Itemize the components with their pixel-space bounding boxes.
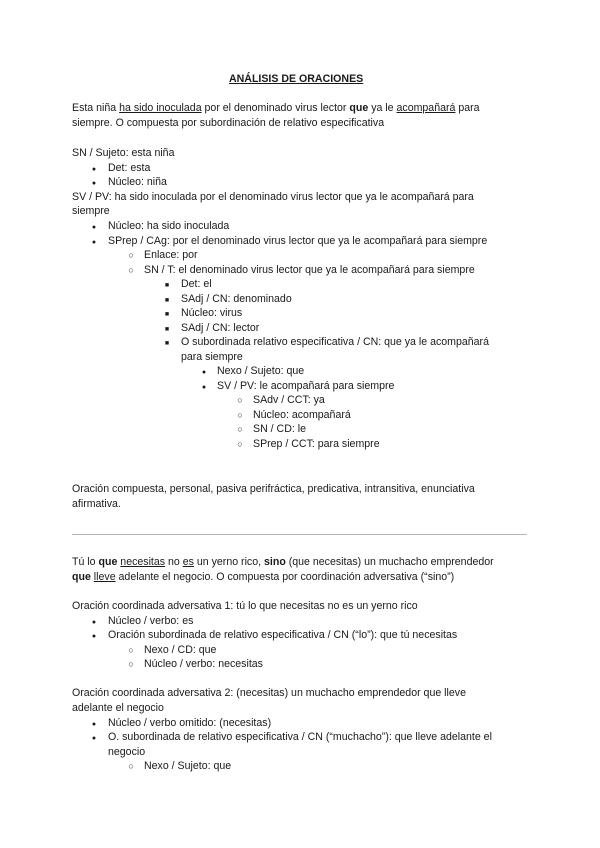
list-item: Núcleo / verbo omitido: (necesitas) (108, 717, 272, 729)
list-item: Núcleo: acompañará (253, 409, 351, 421)
list-item: Nexo / Sujeto: que (144, 760, 232, 772)
conclusion-1-cont: afirmativa. (72, 498, 121, 510)
sentence-1-cont: siempre. O compuesta por subordinación de relativo especificativa (72, 117, 385, 129)
list-item: SN / T: el denominado virus lector que ya le acompañará para siempre (144, 264, 475, 276)
bullet-circle-icon (235, 422, 245, 437)
horizontal-divider (72, 534, 527, 535)
list-item: Núcleo: niña (108, 176, 167, 188)
list-item: O. subordinada de relativo especificativa / CN (“muchacho”): que lleve adelante el (108, 731, 492, 743)
list-item: SV / PV: le acompañará para siempre (217, 380, 395, 392)
list-item: SN / CD: le (253, 423, 306, 435)
list-item: SAdj / CN: lector (181, 322, 260, 334)
list-item-cont: negocio (108, 746, 146, 758)
bullet-circle-icon (126, 263, 136, 278)
coordinada-2: Oración coordinada adversativa 2: (necesitas) un muchacho emprendedor que lleve (72, 687, 466, 699)
list-item: Núcleo: ha sido inoculada (108, 220, 230, 232)
list-item: Enlace: por (144, 249, 198, 261)
bullet-circle-icon (235, 437, 245, 452)
bullet-circle-icon (235, 408, 245, 423)
list-item-cont: para siempre (181, 351, 243, 363)
bullet-dot-icon (89, 730, 99, 747)
bullet-circle-icon (126, 248, 136, 263)
page-title: ANÁLISIS DE ORACIONES (229, 73, 364, 85)
sentence-2: Tú lo que necesitas no es un yerno rico, sino (que necesitas) un muchacho emprendedor (72, 556, 494, 568)
list-item: O subordinada relativo especificativa / CN: que ya le acompañará (181, 336, 489, 348)
bullet-circle-icon (126, 643, 136, 658)
bullet-square-icon (162, 335, 172, 352)
list-item: Det: el (181, 278, 212, 290)
list-item: Núcleo / verbo: es (108, 615, 194, 627)
bullet-circle-icon (235, 393, 245, 408)
bullet-dot-icon (89, 628, 99, 645)
sv-pv-cont: siempre (72, 205, 110, 217)
list-item: SPrep / CAg: por el denominado virus lector que ya le acompañará para siempre (108, 235, 488, 247)
bullet-circle-icon (126, 657, 136, 672)
coordinada-2-cont: adelante el negocio (72, 702, 164, 714)
coordinada-1: Oración coordinada adversativa 1: tú lo que necesitas no es un yerno rico (72, 600, 418, 612)
bullet-dot-icon (199, 379, 209, 396)
list-item: Núcleo / verbo: necesitas (144, 658, 263, 670)
list-item: Núcleo: virus (181, 307, 243, 319)
sn-sujeto: SN / Sujeto: esta niña (72, 147, 175, 159)
list-item: SPrep / CCT: para siempre (253, 438, 380, 450)
sentence-1: Esta niña ha sido inoculada por el denominado virus lector que ya le acompañará para (72, 102, 480, 114)
list-item: SAdj / CN: denominado (181, 293, 292, 305)
bullet-dot-icon (89, 234, 99, 251)
list-item: Nexo / Sujeto: que (217, 365, 305, 377)
list-item: SAdv / CCT: ya (253, 394, 325, 406)
list-item: Nexo / CD: que (144, 644, 217, 656)
list-item: Det: esta (108, 162, 151, 174)
list-item: Oración subordinada de relativo especificativa / CN (“lo”): que tú necesitas (108, 629, 458, 641)
sv-pv: SV / PV: ha sido inoculada por el denominado virus lector que ya le acompañará para (72, 191, 474, 203)
sentence-2-cont: que lleve adelante el negocio. O compuesta por coordinación adversativa (“sino”) (72, 571, 455, 583)
conclusion-1: Oración compuesta, personal, pasiva perifráctica, predicativa, intransitiva, enunciativa (72, 483, 475, 495)
bullet-circle-icon (126, 759, 136, 774)
